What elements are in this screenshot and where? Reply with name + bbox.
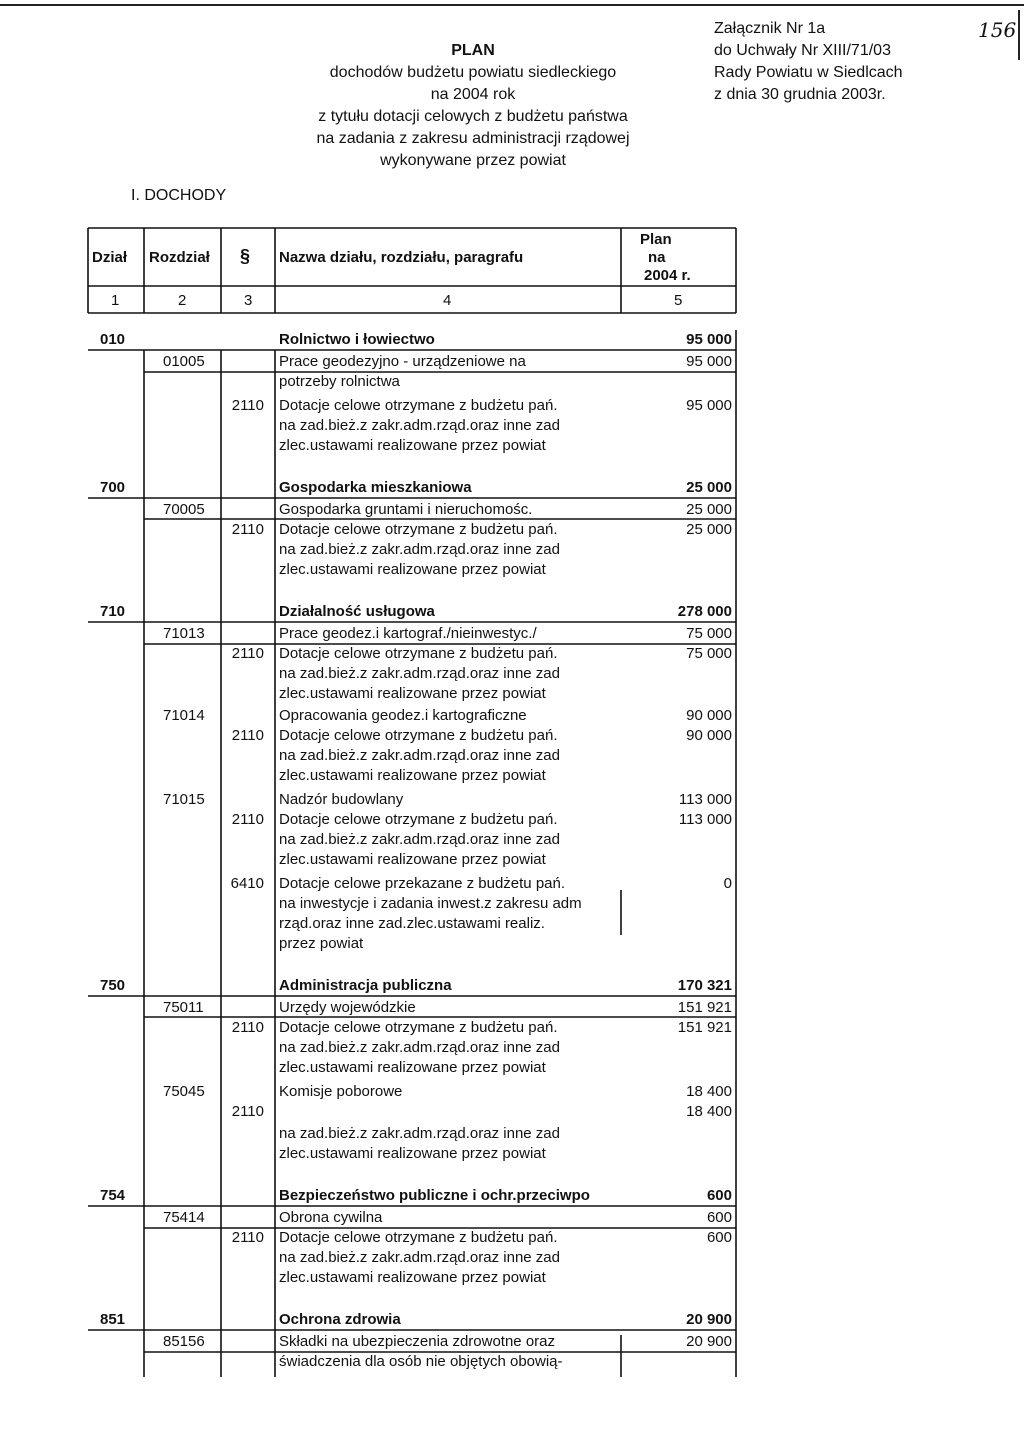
cell-plan: 95 000 bbox=[686, 331, 732, 348]
table-row bbox=[88, 1352, 748, 1372]
table-row bbox=[88, 540, 748, 560]
cell-nazwa: Rolnictwo i łowiectwo bbox=[279, 331, 435, 348]
table-row bbox=[88, 1228, 748, 1248]
cell-nazwa: na zad.bież.z zakr.adm.rząd.oraz inne zad bbox=[279, 1249, 560, 1266]
table-row bbox=[88, 810, 748, 830]
cell-dzial: 750 bbox=[100, 977, 126, 994]
table-row bbox=[88, 830, 748, 850]
cell-paragraf: 2110 bbox=[231, 521, 264, 538]
cell-nazwa: na zad.bież.z zakr.adm.rząd.oraz inne zad bbox=[279, 417, 560, 434]
cell-nazwa: Prace geodez.i kartograf./nieinwestyc./ bbox=[279, 625, 537, 642]
cell-rozdzial: 71015 bbox=[163, 791, 205, 808]
cell-paragraf: 2110 bbox=[231, 727, 264, 744]
cell-paragraf: 2110 bbox=[231, 811, 264, 828]
table-row bbox=[88, 352, 748, 372]
table-row bbox=[88, 1124, 748, 1144]
table-row bbox=[88, 1186, 748, 1206]
annex-reference bbox=[714, 18, 903, 106]
table-row bbox=[88, 684, 748, 704]
cell-plan: 151 921 bbox=[677, 1019, 732, 1036]
header-dzial: Dział bbox=[92, 249, 128, 266]
table-row bbox=[88, 560, 748, 580]
annex-line-2: do Uchwały Nr XIII/71/03 bbox=[714, 42, 891, 59]
cell-nazwa: na zad.bież.z zakr.adm.rząd.oraz inne zad bbox=[279, 747, 560, 764]
title-line-1: PLAN bbox=[451, 42, 495, 59]
cell-plan: 18 400 bbox=[686, 1103, 732, 1120]
table-row bbox=[88, 1058, 748, 1078]
table-row bbox=[88, 372, 748, 392]
header-plan-line-3: 2004 r. bbox=[644, 267, 691, 284]
table-row bbox=[88, 1332, 748, 1352]
table-row bbox=[88, 664, 748, 684]
cell-nazwa: Dotacje celowe otrzymane z budżetu pań. bbox=[279, 811, 558, 828]
cell-nazwa: rząd.oraz inne zad.zlec.ustawami realiz. bbox=[279, 915, 545, 932]
table-row bbox=[88, 624, 748, 644]
cell-plan: 25 000 bbox=[686, 501, 732, 518]
cell-plan: 18 400 bbox=[686, 1083, 732, 1100]
header-nazwa: Nazwa działu, rozdziału, paragrafu bbox=[279, 249, 524, 266]
table-row bbox=[88, 850, 748, 870]
table-row bbox=[88, 706, 748, 726]
header-rozdzial: Rozdział bbox=[149, 249, 210, 266]
cell-nazwa: przez powiat bbox=[279, 935, 364, 952]
table-row bbox=[88, 602, 748, 622]
table-row bbox=[88, 766, 748, 786]
title-line-3: na 2004 rok bbox=[430, 86, 516, 103]
cell-plan: 600 bbox=[706, 1187, 732, 1204]
table-row bbox=[88, 746, 748, 766]
table-row bbox=[88, 914, 748, 934]
cell-nazwa: Dotacje celowe otrzymane z budżetu pań. bbox=[279, 521, 558, 538]
table-row bbox=[88, 416, 748, 436]
cell-nazwa: Dotacje celowe otrzymane z budżetu pań. bbox=[279, 645, 558, 662]
cell-plan: 25 000 bbox=[686, 479, 732, 496]
annex-line-1: Załącznik Nr 1a bbox=[714, 20, 826, 37]
cell-rozdzial: 75045 bbox=[163, 1083, 205, 1100]
cell-nazwa: zlec.ustawami realizowane przez powiat bbox=[279, 685, 546, 702]
table-row bbox=[88, 1310, 748, 1330]
cell-nazwa: potrzeby rolnictwa bbox=[279, 373, 400, 390]
cell-nazwa: Komisje poborowe bbox=[279, 1083, 403, 1100]
cell-nazwa: na zad.bież.z zakr.adm.rząd.oraz inne zad bbox=[279, 831, 560, 848]
cell-plan: 113 000 bbox=[678, 791, 732, 808]
table-row bbox=[88, 436, 748, 456]
cell-plan: 90 000 bbox=[686, 727, 732, 744]
cell-rozdzial: 70005 bbox=[163, 501, 205, 518]
cell-rozdzial: 75414 bbox=[163, 1209, 205, 1226]
cell-nazwa: zlec.ustawami realizowane przez powiat bbox=[279, 1059, 546, 1076]
table-row bbox=[88, 1018, 748, 1038]
cell-plan: 600 bbox=[706, 1209, 732, 1226]
cell-dzial: 851 bbox=[100, 1311, 126, 1328]
title-line-4: z tytułu dotacji celowych z budżetu państwa bbox=[318, 108, 628, 125]
cell-nazwa: Administracja publiczna bbox=[279, 977, 452, 994]
cell-dzial: 700 bbox=[100, 479, 126, 496]
cell-nazwa: Opracowania geodez.i kartograficzne bbox=[279, 707, 527, 724]
cell-plan: 0 bbox=[723, 875, 732, 892]
col-number-3: 3 bbox=[244, 292, 253, 309]
cell-nazwa: Gospodarka mieszkaniowa bbox=[279, 479, 472, 496]
header-plan-line-1: Plan bbox=[640, 231, 672, 248]
cell-nazwa: Urzędy wojewódzkie bbox=[279, 999, 416, 1016]
cell-plan: 151 921 bbox=[677, 999, 732, 1016]
cell-nazwa: Prace geodezyjno - urządzeniowe na bbox=[279, 353, 526, 370]
cell-dzial: 010 bbox=[100, 331, 126, 348]
cell-paragraf: 2110 bbox=[231, 645, 264, 662]
cell-plan: 600 bbox=[706, 1229, 732, 1246]
cell-nazwa: na zad.bież.z zakr.adm.rząd.oraz inne zad bbox=[279, 1039, 560, 1056]
title-line-6: wykonywane przez powiat bbox=[380, 152, 566, 169]
table-row bbox=[88, 1268, 748, 1288]
table-row bbox=[88, 874, 748, 894]
cell-nazwa: zlec.ustawami realizowane przez powiat bbox=[279, 1269, 546, 1286]
page-number: 156 bbox=[978, 18, 1017, 42]
cell-rozdzial: 01005 bbox=[163, 353, 205, 370]
table-row bbox=[88, 976, 748, 996]
cell-paragraf: 2110 bbox=[231, 1103, 264, 1120]
table-row bbox=[88, 790, 748, 810]
col-number-1: 1 bbox=[111, 292, 120, 309]
cell-plan: 25 000 bbox=[686, 521, 732, 538]
col-number-4: 4 bbox=[443, 292, 452, 309]
cell-nazwa: zlec.ustawami realizowane przez powiat bbox=[279, 437, 546, 454]
cell-rozdzial: 71013 bbox=[163, 625, 205, 642]
annex-line-4: z dnia 30 grudnia 2003r. bbox=[714, 86, 886, 103]
cell-nazwa: Dotacje celowe otrzymane z budżetu pań. bbox=[279, 727, 558, 744]
table-row bbox=[88, 1038, 748, 1058]
header-paragraf: § bbox=[240, 246, 251, 266]
table-row bbox=[88, 934, 748, 954]
cell-nazwa: na inwestycje i zadania inwest.z zakresu adm bbox=[279, 895, 582, 912]
cell-nazwa: Dotacje celowe otrzymane z budżetu pań. bbox=[279, 397, 558, 414]
cell-plan: 95 000 bbox=[686, 397, 732, 414]
cell-nazwa: Dotacje celowe otrzymane z budżetu pań. bbox=[279, 1019, 558, 1036]
cell-plan: 20 900 bbox=[686, 1311, 732, 1328]
cell-plan: 75 000 bbox=[686, 625, 732, 642]
table-row bbox=[88, 330, 748, 350]
cell-nazwa: Nadzór budowlany bbox=[279, 791, 404, 808]
cell-rozdzial: 71014 bbox=[163, 707, 205, 724]
cell-nazwa: Ochrona zdrowia bbox=[279, 1311, 401, 1328]
table-row bbox=[88, 998, 748, 1018]
cell-nazwa: Obrona cywilna bbox=[279, 1209, 383, 1226]
header-plan-line-2: na bbox=[648, 249, 666, 266]
table-row bbox=[88, 894, 748, 914]
document-title bbox=[268, 40, 678, 172]
right-border-line bbox=[1018, 10, 1020, 60]
table-row bbox=[88, 520, 748, 540]
table-row bbox=[88, 500, 748, 520]
cell-nazwa: Bezpieczeństwo publiczne i ochr.przeciwpo bbox=[279, 1187, 590, 1204]
cell-plan: 113 000 bbox=[678, 811, 732, 828]
cell-nazwa: Dotacje celowe przekazane z budżetu pań. bbox=[279, 875, 566, 892]
table-row bbox=[88, 478, 748, 498]
cell-nazwa: zlec.ustawami realizowane przez powiat bbox=[279, 767, 546, 784]
cell-nazwa: na zad.bież.z zakr.adm.rząd.oraz inne zad bbox=[279, 541, 560, 558]
section-title: I. DOCHODY bbox=[131, 187, 227, 204]
cell-nazwa: na zad.bież.z zakr.adm.rząd.oraz inne zad bbox=[279, 1125, 560, 1142]
cell-nazwa: Działalność usługowa bbox=[279, 603, 435, 620]
cell-nazwa: Dotacje celowe otrzymane z budżetu pań. bbox=[279, 1229, 558, 1246]
cell-dzial: 710 bbox=[100, 603, 126, 620]
table-row bbox=[88, 1102, 748, 1122]
cell-nazwa: zlec.ustawami realizowane przez powiat bbox=[279, 851, 546, 868]
cell-paragraf: 6410 bbox=[230, 875, 264, 892]
col-number-2: 2 bbox=[178, 292, 187, 309]
cell-rozdzial: 75011 bbox=[163, 999, 204, 1016]
cell-rozdzial: 85156 bbox=[163, 1333, 205, 1350]
cell-paragraf: 2110 bbox=[231, 397, 264, 414]
annex-line-3: Rady Powiatu w Siedlcach bbox=[714, 64, 903, 81]
cell-nazwa: zlec.ustawami realizowane przez powiat bbox=[279, 561, 546, 578]
cell-paragraf: 2110 bbox=[231, 1019, 264, 1036]
cell-plan: 20 900 bbox=[686, 1333, 732, 1350]
top-border-line bbox=[0, 4, 1024, 6]
table-row bbox=[88, 1248, 748, 1268]
cell-nazwa: Gospodarka gruntami i nieruchomośc. bbox=[279, 501, 533, 518]
cell-plan: 170 321 bbox=[677, 977, 732, 994]
cell-nazwa: świadczenia dla osób nie objętych obowią- bbox=[279, 1353, 563, 1370]
title-line-5: na zadania z zakresu administracji rządowej bbox=[316, 130, 630, 147]
table-row bbox=[88, 644, 748, 664]
cell-plan: 278 000 bbox=[677, 603, 732, 620]
cell-plan: 90 000 bbox=[686, 707, 732, 724]
table-row bbox=[88, 1082, 748, 1102]
col-number-5: 5 bbox=[674, 292, 683, 309]
cell-nazwa: Składki na ubezpieczenia zdrowotne oraz bbox=[279, 1333, 555, 1350]
cell-nazwa: zlec.ustawami realizowane przez powiat bbox=[279, 1145, 546, 1162]
table-row bbox=[88, 1144, 748, 1164]
table-row bbox=[88, 396, 748, 416]
cell-paragraf: 2110 bbox=[231, 1229, 264, 1246]
table-row bbox=[88, 726, 748, 746]
cell-plan: 75 000 bbox=[686, 645, 732, 662]
title-line-2: dochodów budżetu powiatu siedleckiego bbox=[329, 64, 617, 81]
cell-dzial: 754 bbox=[100, 1187, 126, 1204]
table-row bbox=[88, 1208, 748, 1228]
cell-plan: 95 000 bbox=[686, 353, 732, 370]
cell-nazwa: na zad.bież.z zakr.adm.rząd.oraz inne zad bbox=[279, 665, 560, 682]
